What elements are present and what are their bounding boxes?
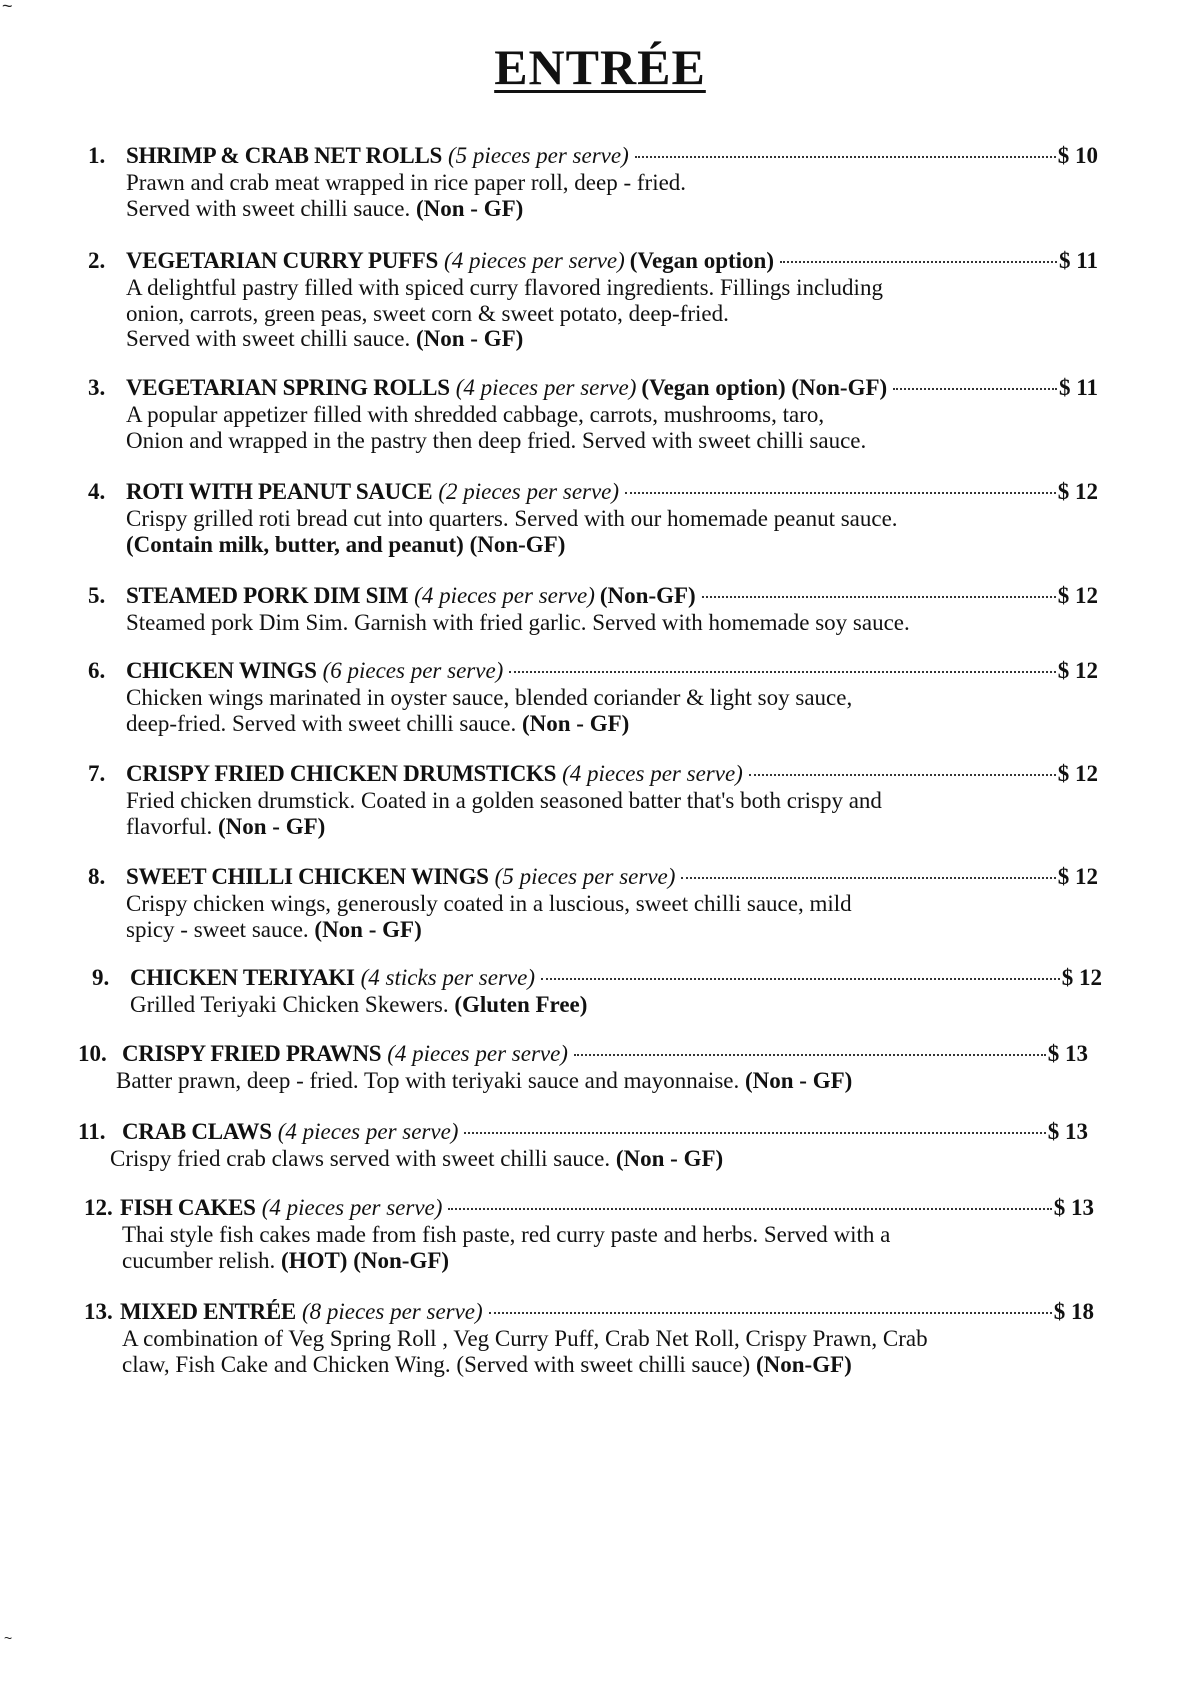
description-line <box>126 170 1106 196</box>
item-serving-size: (5 pieces per serve) <box>494 864 676 889</box>
menu-item-header <box>78 1118 1088 1146</box>
description-text: flavorful. <box>126 813 213 839</box>
item-name: STEAMED PORK DIM SIM <box>126 583 409 608</box>
item-serving-size: (4 pieces per serve) <box>444 248 625 273</box>
item-name: VEGETARIAN SPRING ROLLS <box>126 375 450 400</box>
item-serving-size: (4 pieces per serve) <box>414 583 595 608</box>
dot-leader <box>448 1208 1051 1210</box>
description-line <box>126 788 1106 814</box>
description-line <box>116 1068 1096 1094</box>
item-description <box>126 402 1106 453</box>
item-price: $ 12 <box>1057 761 1098 786</box>
description-text: claw, Fish Cake and Chicken Wing. (Served with sweet chilli sauce) <box>122 1351 751 1377</box>
description-text: Steamed pork Dim Sim. Garnish with fried garlic. Served with homemade soy sauce. <box>126 610 910 635</box>
item-name: CHICKEN TERIYAKI <box>130 965 355 990</box>
dot-leader <box>749 774 1056 776</box>
item-serving-size: (2 pieces per serve) <box>438 479 620 504</box>
description-line <box>122 1248 1102 1274</box>
item-description <box>122 1222 1102 1273</box>
menu-item-header <box>88 582 1098 610</box>
item-price: $ 12 <box>1057 479 1098 504</box>
item-number: 12. <box>84 1195 113 1220</box>
dot-leader <box>625 492 1056 494</box>
menu-item <box>88 247 1098 352</box>
menu-item-header <box>92 964 1102 992</box>
item-name: CRAB CLAWS <box>122 1119 272 1144</box>
dot-leader <box>509 671 1055 673</box>
menu-item-header <box>78 1040 1088 1068</box>
menu-item <box>84 1298 1094 1377</box>
page-title: ENTRÉE <box>494 39 706 95</box>
description-text: A delightful pastry filled with spiced curry flavored ingredients. Fillings including <box>126 275 883 300</box>
description-text: Served with sweet chilli sauce. <box>126 326 411 351</box>
item-price: $ 13 <box>1053 1195 1094 1220</box>
description-text: Fried chicken drumstick. Coated in a golden seasoned batter that's both crispy and <box>126 788 882 813</box>
item-tags: (Vegan option) <box>629 248 774 273</box>
item-description <box>130 992 1110 1018</box>
item-name: CRISPY FRIED CHICKEN DRUMSTICKS <box>126 761 557 786</box>
description-line <box>126 917 1106 943</box>
item-serving-size: (8 pieces per serve) <box>301 1299 483 1324</box>
description-text: Batter prawn, deep - fried. Top with teriyaki sauce and mayonnaise. <box>116 1068 740 1093</box>
description-line <box>126 610 1106 636</box>
item-name: ROTI WITH PEANUT SAUCE <box>126 479 433 504</box>
item-number: 13. <box>84 1299 113 1324</box>
item-tags: (Non-GF) <box>599 583 696 608</box>
item-serving-size: (4 pieces per serve) <box>261 1195 443 1220</box>
description-line <box>126 326 1106 352</box>
description-line <box>110 1146 1090 1172</box>
dot-leader <box>893 388 1057 390</box>
item-name: CHICKEN WINGS <box>126 658 317 683</box>
description-text: Crispy fried crab claws served with sweet chilli sauce. <box>110 1146 611 1171</box>
dietary-note: (Gluten Free) <box>454 992 588 1017</box>
description-text: Prawn and crab meat wrapped in rice paper roll, deep - fried. <box>126 170 687 195</box>
dietary-note: (Non - GF) <box>217 813 326 839</box>
menu-item-header <box>88 657 1098 685</box>
item-price: $ 10 <box>1057 143 1098 168</box>
item-description <box>126 610 1106 636</box>
item-price: $ 12 <box>1061 965 1102 990</box>
description-text: Thai style fish cakes made from fish paste, red curry paste and herbs. Served with a <box>122 1222 891 1247</box>
item-price: $ 12 <box>1057 864 1098 889</box>
description-text: Crispy chicken wings, generously coated in a luscious, sweet chilli sauce, mild <box>126 891 852 916</box>
item-number: 8. <box>88 864 106 889</box>
dietary-note: (Non-GF) <box>755 1351 852 1377</box>
item-name: VEGETARIAN CURRY PUFFS <box>126 248 439 273</box>
dot-leader <box>541 978 1060 980</box>
item-serving-size: (4 sticks per serve) <box>360 965 535 990</box>
item-number: 6. <box>88 658 106 683</box>
dietary-note: (Non - GF) <box>521 710 630 736</box>
dot-leader <box>780 261 1057 263</box>
description-text: Crispy grilled roti bread cut into quarters. Served with our homemade peanut sauce. <box>126 506 898 531</box>
item-number: 9. <box>92 965 110 990</box>
menu-item <box>88 478 1098 557</box>
menu-item-header <box>88 478 1098 506</box>
item-serving-size: (4 pieces per serve) <box>562 761 743 786</box>
dot-leader <box>464 1132 1045 1134</box>
item-number: 4. <box>88 479 106 504</box>
dietary-note: (Contain milk, butter, and peanut) (Non-GF) <box>126 531 566 557</box>
item-number: 11. <box>78 1119 106 1144</box>
menu-item-header <box>88 863 1098 891</box>
menu-item-header <box>88 142 1098 170</box>
description-line <box>130 992 1110 1018</box>
item-number: 3. <box>88 375 106 400</box>
menu-item <box>78 1040 1088 1094</box>
item-name: SHRIMP & CRAB NET ROLLS <box>126 143 443 168</box>
menu-item-header <box>88 760 1098 788</box>
description-line <box>126 685 1106 711</box>
description-text: Served with sweet chilli sauce. <box>126 195 411 221</box>
dot-leader <box>574 1054 1046 1056</box>
menu-item <box>88 374 1098 453</box>
item-description <box>126 506 1106 557</box>
item-number: 7. <box>88 761 106 786</box>
item-description <box>116 1068 1096 1094</box>
item-description <box>126 170 1106 221</box>
item-name: MIXED ENTRÉE <box>120 1299 296 1324</box>
description-text: A popular appetizer filled with shredded cabbage, carrots, mushrooms, taro, <box>126 402 825 427</box>
item-name: FISH CAKES <box>120 1195 256 1220</box>
item-price: $ 18 <box>1053 1299 1094 1324</box>
dot-leader <box>702 596 1056 598</box>
description-line <box>126 428 1106 454</box>
description-text: deep-fried. Served with sweet chilli sauce. <box>126 710 517 736</box>
dietary-note: (Non - GF) <box>415 326 524 351</box>
dietary-note: (Non - GF) <box>415 195 524 221</box>
scan-mark-bottom-left: ~ <box>4 1630 13 1646</box>
menu-item <box>88 657 1098 736</box>
dietary-note: (Non - GF) <box>615 1146 724 1171</box>
item-description <box>110 1146 1090 1172</box>
description-text: spicy - sweet sauce. <box>126 916 309 942</box>
menu-item-header <box>84 1298 1094 1326</box>
item-serving-size: (4 pieces per serve) <box>277 1119 459 1144</box>
menu-item <box>78 1118 1088 1172</box>
item-price: $ 11 <box>1059 248 1098 273</box>
description-line <box>126 814 1106 840</box>
item-serving-size: (5 pieces per serve) <box>448 143 629 168</box>
item-description <box>126 275 1106 352</box>
item-price: $ 11 <box>1059 375 1098 400</box>
item-name: CRISPY FRIED PRAWNS <box>122 1041 382 1066</box>
item-tags: (Vegan option) (Non-GF) <box>641 375 888 400</box>
item-number: 2. <box>88 248 106 273</box>
dot-leader <box>635 156 1056 158</box>
description-line <box>122 1222 1102 1248</box>
item-price: $ 12 <box>1057 658 1098 683</box>
description-text: Chicken wings marinated in oyster sauce, blended coriander & light soy sauce, <box>126 685 853 710</box>
description-line <box>126 506 1106 532</box>
description-line <box>126 891 1106 917</box>
description-line <box>122 1326 1102 1352</box>
description-line <box>126 196 1106 222</box>
dot-leader <box>489 1312 1052 1314</box>
description-line <box>122 1352 1102 1378</box>
menu-item <box>88 760 1098 839</box>
item-price: $ 12 <box>1057 583 1098 608</box>
description-line <box>126 275 1106 301</box>
description-line <box>126 711 1106 737</box>
item-description <box>122 1326 1102 1377</box>
item-description <box>126 891 1106 942</box>
menu-item-header <box>88 247 1098 275</box>
scan-mark-top-left: ~ <box>2 0 13 16</box>
item-serving-size: (6 pieces per serve) <box>322 658 504 683</box>
description-line <box>126 532 1106 558</box>
item-number: 1. <box>88 143 106 168</box>
description-text: Onion and wrapped in the pastry then deep fried. Served with sweet chilli sauce. <box>126 427 867 453</box>
item-price: $ 13 <box>1047 1119 1088 1144</box>
dot-leader <box>681 877 1055 879</box>
item-description <box>126 685 1106 736</box>
dietary-note: (HOT) (Non-GF) <box>281 1247 450 1273</box>
item-number: 10. <box>78 1041 107 1066</box>
menu-item <box>88 582 1098 636</box>
description-line <box>126 301 1106 327</box>
description-text: cucumber relish. <box>122 1247 276 1273</box>
menu-item <box>88 142 1098 221</box>
dietary-note: (Non - GF) <box>744 1068 853 1093</box>
menu-item-header <box>84 1194 1094 1222</box>
menu-item <box>84 1194 1094 1273</box>
item-serving-size: (4 pieces per serve) <box>455 375 637 400</box>
description-line <box>126 402 1106 428</box>
item-name: SWEET CHILLI CHICKEN WINGS <box>126 864 489 889</box>
item-description <box>126 788 1106 839</box>
description-text: onion, carrots, green peas, sweet corn & sweet potato, deep-fried. <box>126 300 729 326</box>
dietary-note: (Non - GF) <box>314 916 422 942</box>
menu-item-header <box>88 374 1098 402</box>
item-number: 5. <box>88 583 106 608</box>
menu-item <box>92 964 1102 1018</box>
description-text: Grilled Teriyaki Chicken Skewers. <box>130 992 449 1017</box>
item-price: $ 13 <box>1047 1041 1088 1066</box>
menu-item <box>88 863 1098 942</box>
item-serving-size: (4 pieces per serve) <box>387 1041 568 1066</box>
description-text: A combination of Veg Spring Roll , Veg Curry Puff, Crab Net Roll, Crispy Prawn, Crab <box>122 1326 928 1351</box>
